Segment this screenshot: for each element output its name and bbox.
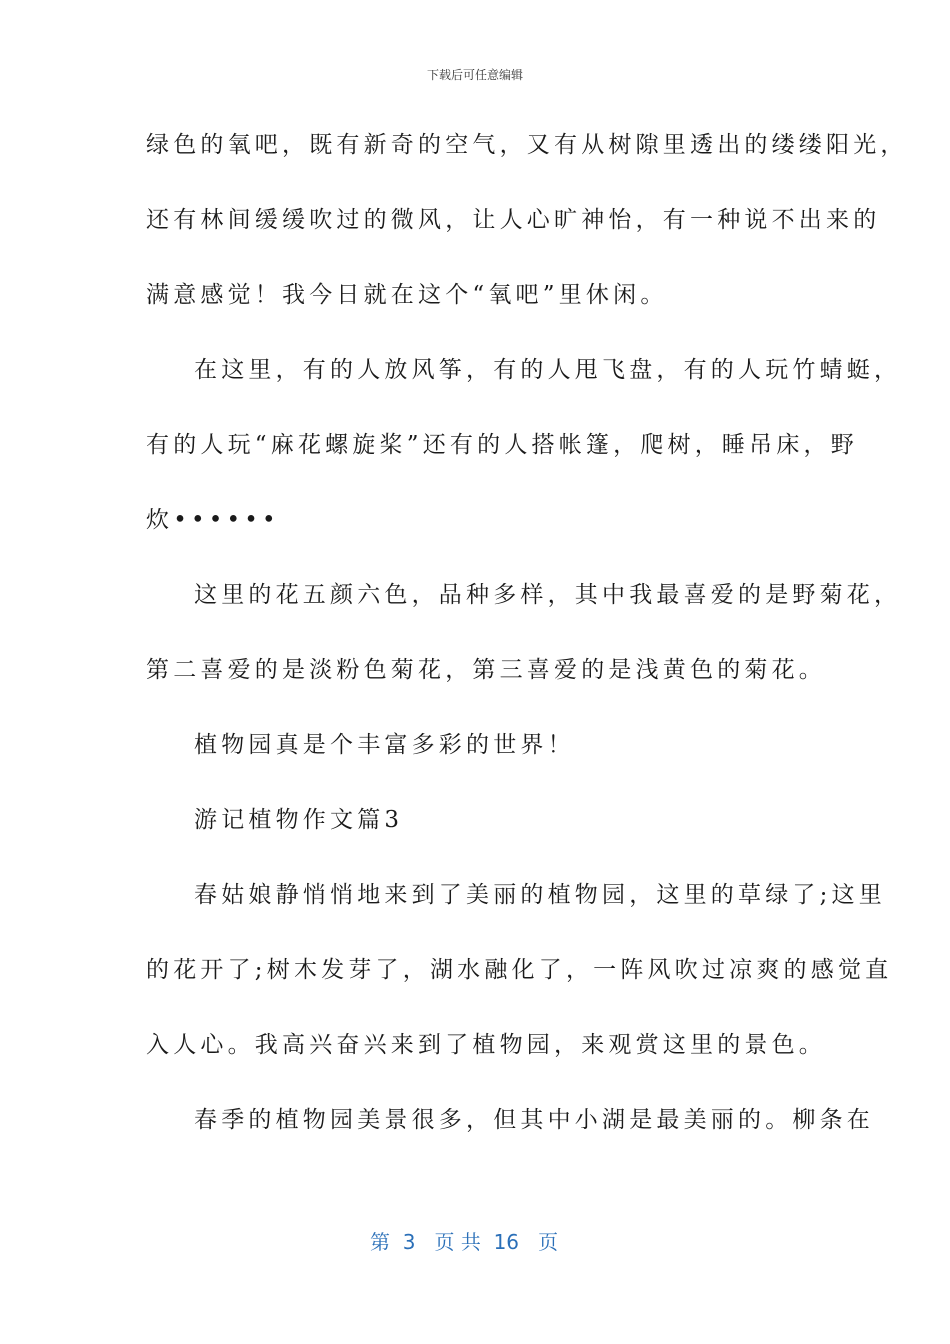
text-line: 绿色的氧吧，既有新奇的空气，又有从树隙里透出的缕缕阳光， bbox=[146, 132, 908, 158]
text-line: 入人心。我高兴奋兴来到了植物园，来观赏这里的景色。 bbox=[146, 1032, 826, 1058]
paragraph-start-line: 春姑娘静悄悄地来到了美丽的植物园，这里的草绿了;这里 bbox=[194, 882, 886, 908]
text-line: 还有林间缓缓吹过的微风，让人心旷神怡，有一种说不出来的 bbox=[146, 207, 881, 233]
header-note: 下载后可任意编辑 bbox=[426, 68, 523, 82]
paragraph-start-line: 春季的植物园美景很多，但其中小湖是最美丽的。柳条在 bbox=[194, 1107, 874, 1133]
paragraph-start-line: 在这里，有的人放风筝，有的人甩飞盘，有的人玩竹蜻蜓， bbox=[194, 357, 902, 383]
paragraph-start-line: 这里的花五颜六色，品种多样，其中我最喜爱的是野菊花， bbox=[194, 582, 902, 608]
page-number-footer: 第 3 页 共 16 页 bbox=[370, 1230, 559, 1254]
section-heading: 游记植物作文篇3 bbox=[194, 807, 404, 833]
text-line: 的花开了;树木发芽了，湖水融化了，一阵风吹过凉爽的感觉直 bbox=[146, 957, 893, 983]
text-line: 满意感觉！我今日就在这个“氧吧”里休闲。 bbox=[146, 282, 668, 308]
text-line: 第二喜爱的是淡粉色菊花，第三喜爱的是浅黄色的菊花。 bbox=[146, 657, 826, 683]
text-line: 炊•••••• bbox=[146, 507, 280, 533]
paragraph-start-line: 植物园真是个丰富多彩的世界！ bbox=[194, 732, 575, 758]
text-line: 有的人玩“麻花螺旋桨”还有的人搭帐篷，爬树，睡吊床，野 bbox=[146, 432, 858, 458]
